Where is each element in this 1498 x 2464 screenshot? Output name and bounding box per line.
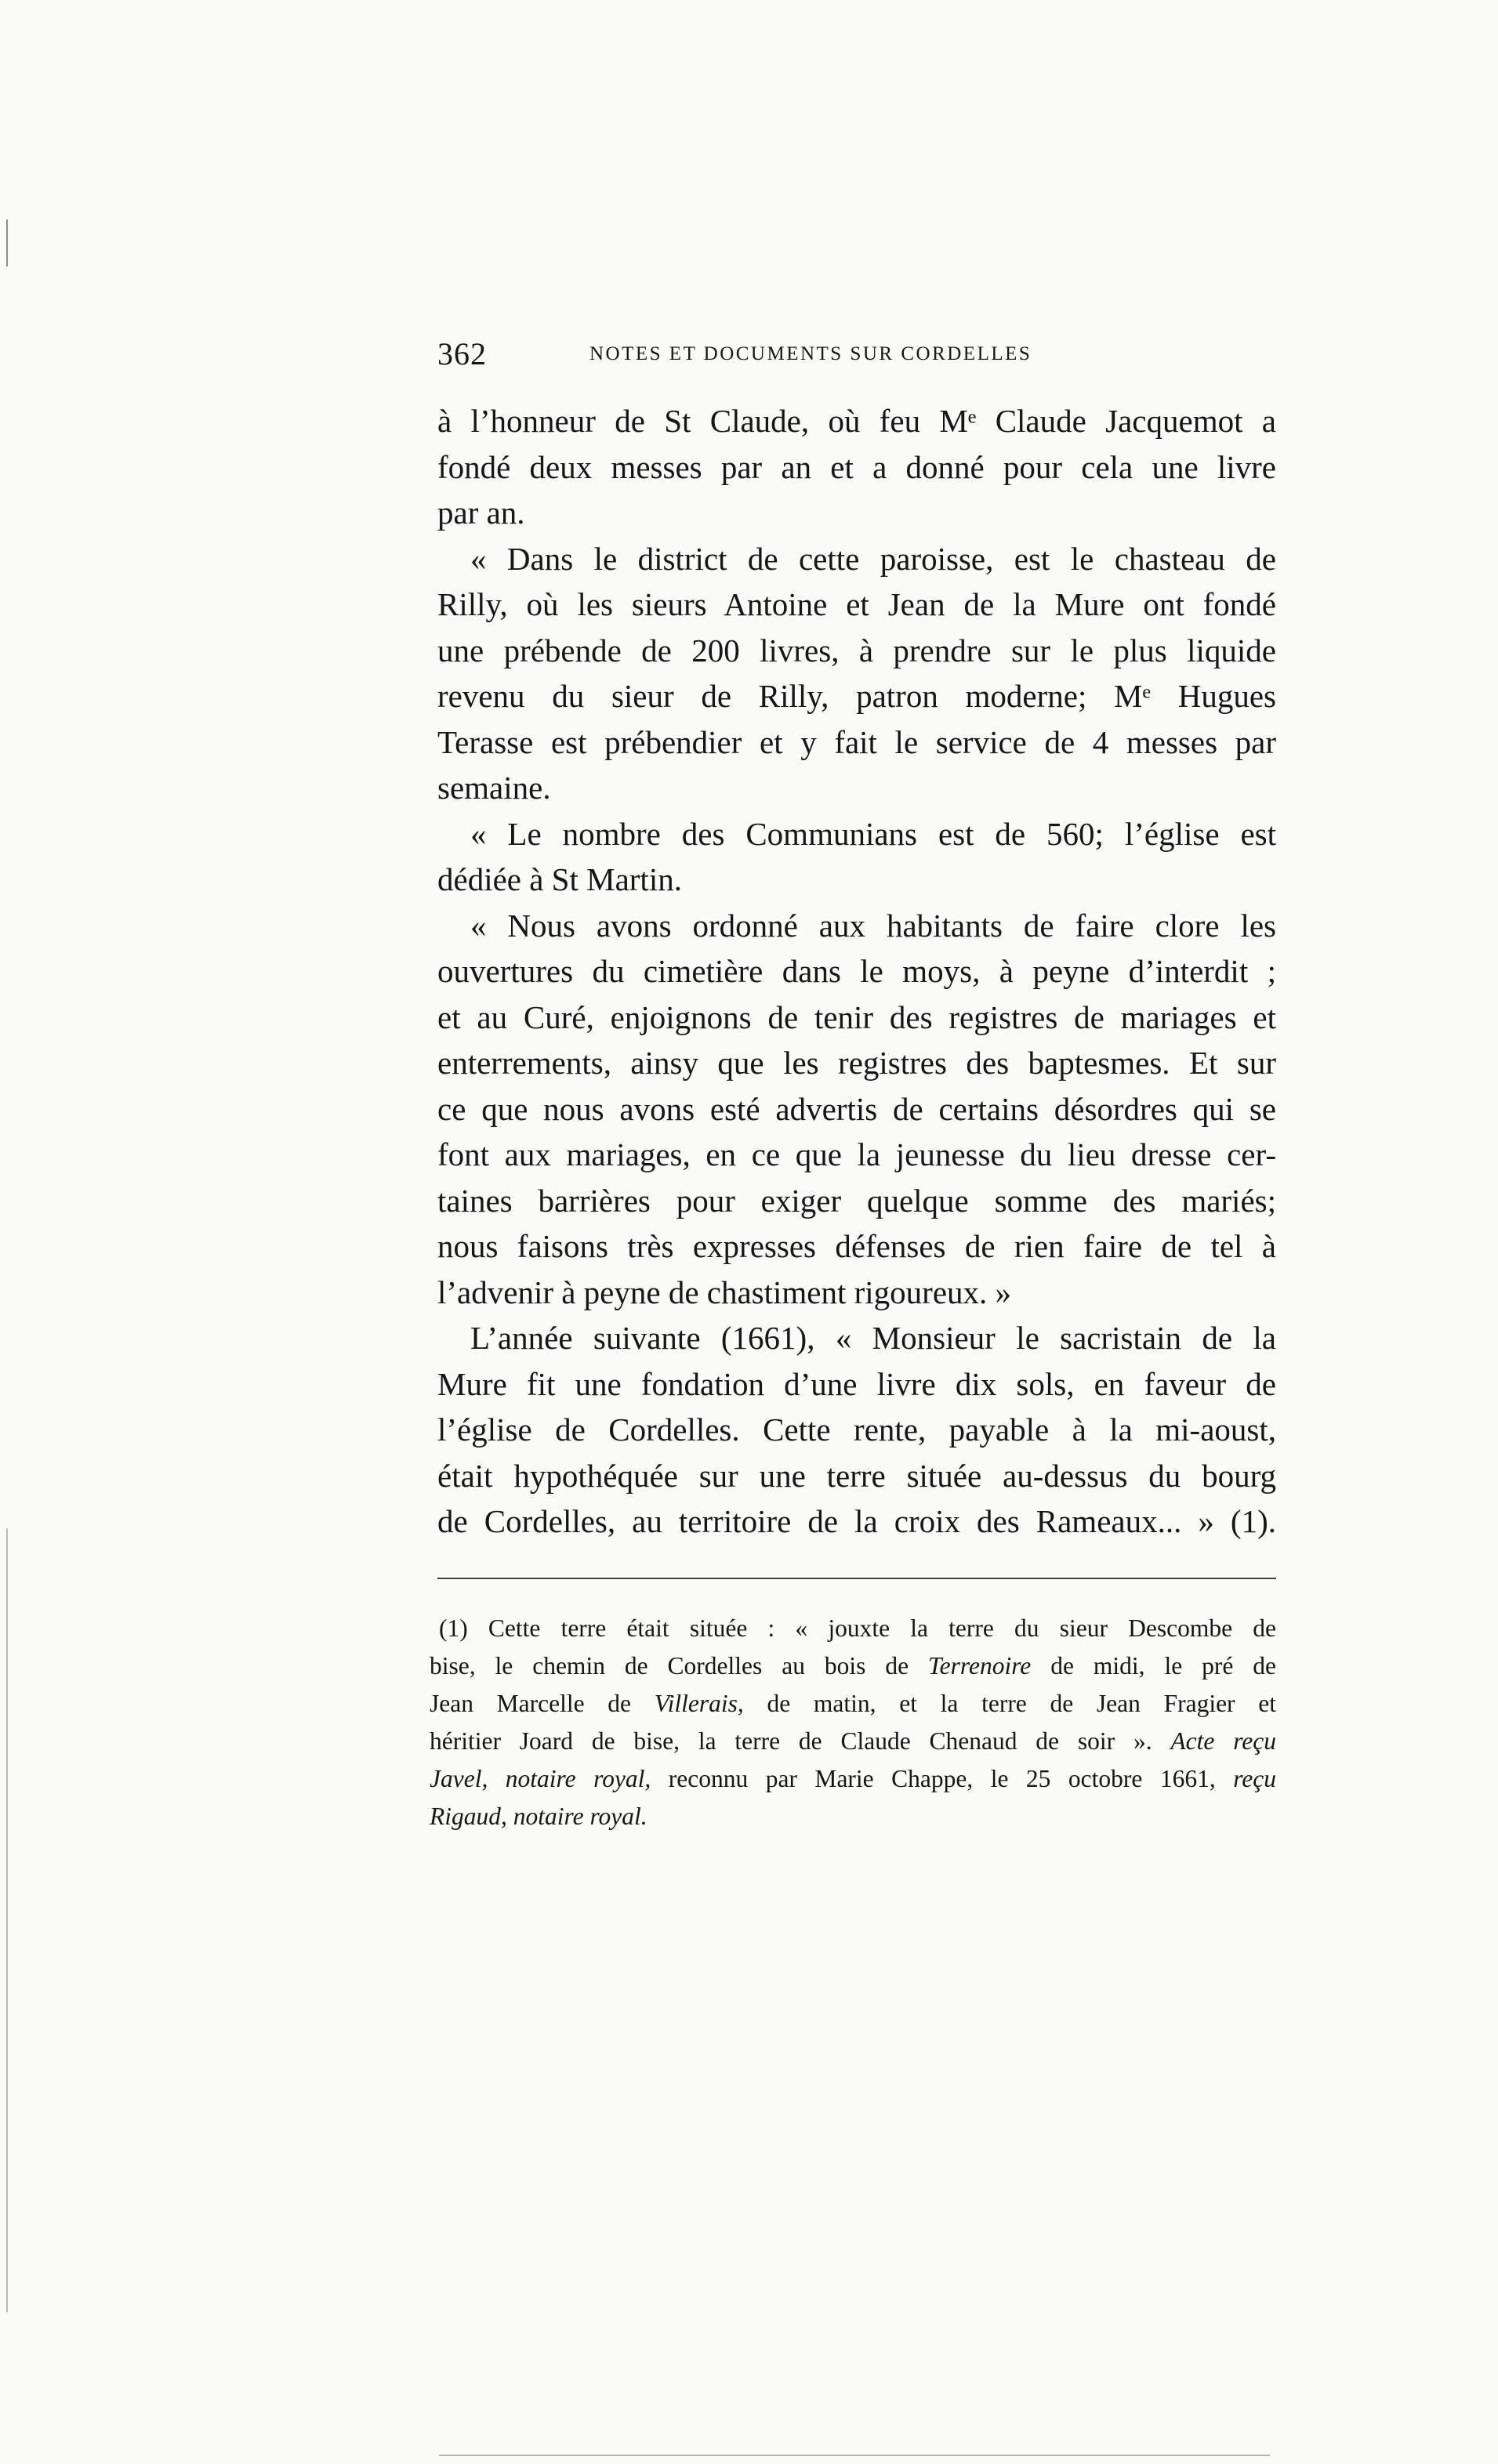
- footnote: [430, 1610, 1276, 1835]
- text-line: nous faisons très expresses défenses de rien faire de tel à: [437, 1228, 1276, 1264]
- running-header: [437, 335, 1276, 382]
- text-line: « Le nombre des Communians est de 560; l’église est: [470, 815, 1276, 852]
- footnote-place-name: Terrenoire: [928, 1652, 1032, 1680]
- text-line: « Dans le district de cette paroisse, est le chasteau de: [470, 540, 1276, 577]
- text-line: et au Curé, enjoignons de tenir des registres de mariages et: [437, 998, 1276, 1035]
- footnote-text: de matin, et la terre de Jean Fragier et: [743, 1690, 1276, 1717]
- footnote-line: [430, 1685, 1276, 1723]
- text-line: de Cordelles, au territoire de la croix des Rameaux... » (1).: [437, 1503, 1276, 1539]
- text-line: font aux mariages, en ce que la jeunesse du lieu dresse cer-: [437, 1136, 1276, 1172]
- footnote-citation: Acte reçu: [1170, 1727, 1276, 1755]
- text-line: Rilly, où les sieurs Antoine et Jean de la Mure ont fondé: [437, 586, 1276, 622]
- page-number: 362: [437, 336, 487, 371]
- text-line: l’advenir à peyne de chastiment rigoureux. »: [437, 1274, 1012, 1310]
- text-line: par an.: [437, 495, 525, 531]
- scan-edge-mark: [439, 2455, 1270, 2456]
- text-line: dédiée à St Martin.: [437, 861, 682, 897]
- footnote-text: reconnu par Marie Chappe, le 25 octobre 1661,: [651, 1765, 1234, 1792]
- text-line: ouvertures du cimetière dans le moys, à peyne d’interdit ;: [437, 953, 1276, 989]
- footnote-text: (1) Cette terre était située : « jouxte la terre du sieur Descombe de: [439, 1614, 1276, 1642]
- footnote-text: Jean Marcelle de: [430, 1690, 655, 1717]
- scan-edge-mark: [6, 1528, 8, 2312]
- footnote-citation: Javel, notaire royal,: [430, 1765, 651, 1792]
- footnote-text: bise, le chemin de Cordelles au bois de: [430, 1652, 928, 1680]
- footnote-place-name: Villerais,: [654, 1690, 744, 1717]
- footnote-rule: [437, 1578, 1276, 1579]
- footnote-line: [430, 1760, 1276, 1798]
- footnote-line: [430, 1647, 1276, 1685]
- text-line: Mure fit une fondation d’une livre dix sols, en faveur de: [437, 1365, 1276, 1402]
- text-line: à l’honneur de St Claude, où feu Mᵉ Claude Jacquemot a: [437, 403, 1276, 439]
- scan-edge-mark: [6, 219, 8, 266]
- text-line: Terasse est prébendier et y fait le service de 4 messes par: [437, 723, 1276, 760]
- footnote-text: héritier Joard de bise, la terre de Claude Chenaud de soir ».: [430, 1727, 1171, 1755]
- text-line: taines barrières pour exiger quelque somme des mariés;: [437, 1182, 1276, 1219]
- text-line: revenu du sieur de Rilly, patron moderne; Mᵉ Hugues: [437, 678, 1276, 714]
- text-line: ce que nous avons esté advertis de certains désordres qui se: [437, 1090, 1276, 1127]
- footnote-line: [430, 1610, 1276, 1647]
- text-line: fondé deux messes par an et a donné pour cela une livre: [437, 448, 1276, 485]
- footnote-line: [430, 1798, 1276, 1835]
- footnote-citation: reçu: [1233, 1765, 1277, 1792]
- text-line: l’église de Cordelles. Cette rente, payable à la mi-aoust,: [437, 1411, 1276, 1448]
- text-line: enterrements, ainsy que les registres des baptesmes. Et sur: [437, 1045, 1276, 1081]
- main-text: [437, 398, 1276, 1545]
- text-line: L’année suivante (1661), « Monsieur le sacristain de la: [470, 1320, 1276, 1356]
- text-line: semaine.: [437, 770, 551, 806]
- text-line: « Nous avons ordonné aux habitants de faire clore les: [470, 907, 1276, 944]
- text-line: une prébende de 200 livres, à prendre sur le plus liquide: [437, 632, 1276, 669]
- running-title: NOTES ET DOCUMENTS SUR CORDELLES: [589, 343, 1032, 364]
- footnote-citation: Rigaud, notaire royal.: [430, 1803, 647, 1830]
- footnote-line: [430, 1723, 1276, 1760]
- footnote-text: de midi, le pré de: [1031, 1652, 1276, 1680]
- text-line: était hypothéquée sur une terre située au-dessus du bourg: [437, 1457, 1276, 1494]
